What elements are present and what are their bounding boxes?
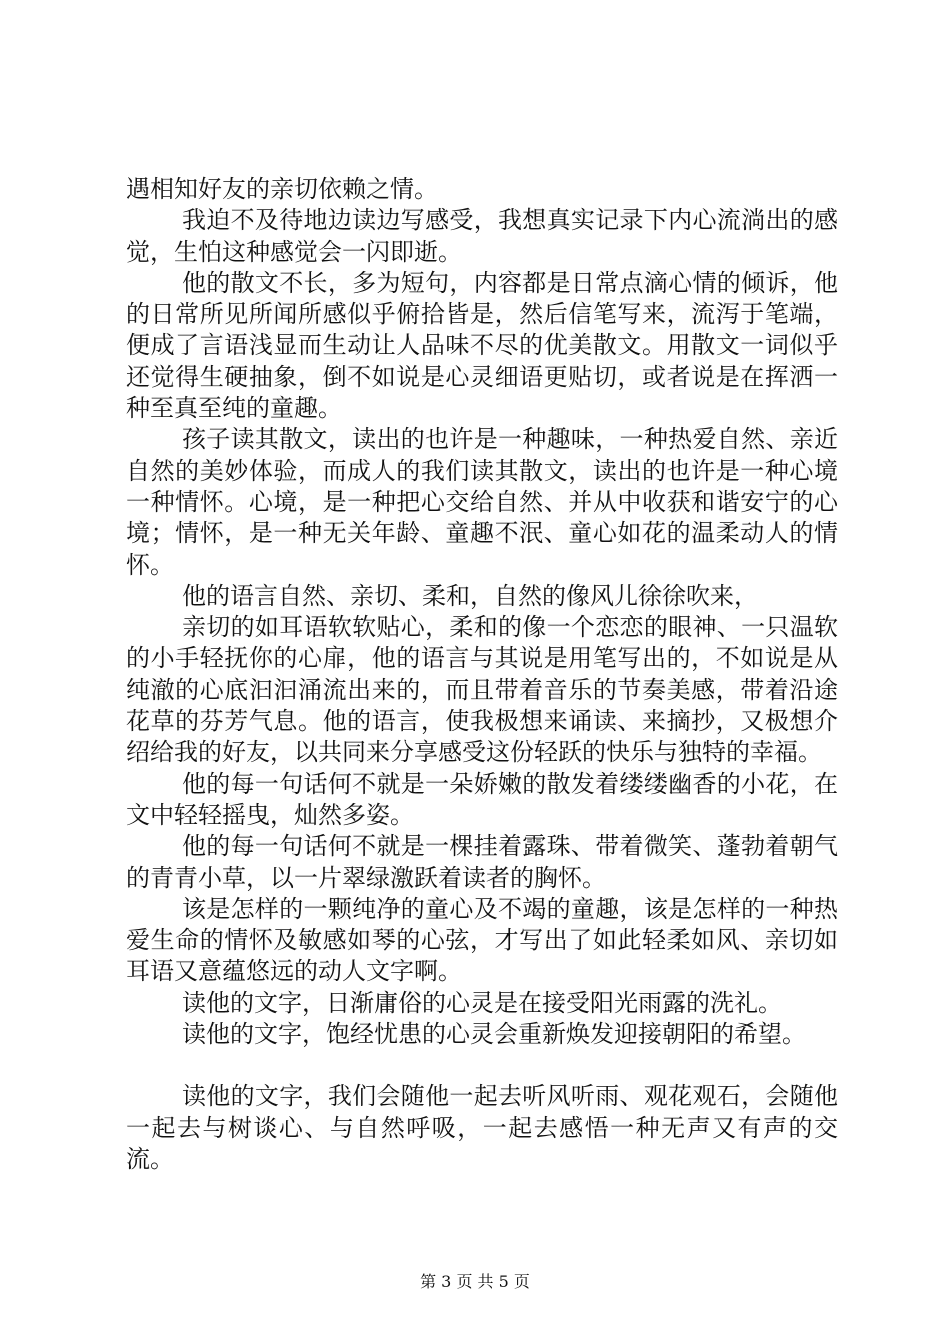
- paragraph-6: 亲切的如耳语软软贴心，柔和的像一个恋恋的眼神、一只温软的小手轻抚你的心扉，他的语言与其说是用笔写出的，不如说是从纯澈的心底汩汩涌流出来的，而且带着音乐的节奏美感，带着沿途花草的芬芳气息。他的语言，使我极想来诵读、来摘抄，又极想介绍给我的好友，以共同来分享感受这份轻跃的快乐与独特的幸福。: [126, 613, 838, 767]
- paragraph-4: 孩子读其散文，读出的也许是一种趣味，一种热爱自然、亲近自然的美妙体验，而成人的我们读其散文，读出的也许是一种心境一种情怀。心境，是一种把心交给自然、并从中收获和谐安宁的心境；情怀，是一种无关年龄、童趣不泯、童心如花的温柔动人的情怀。: [126, 425, 838, 579]
- page-footer: [0, 1272, 950, 1292]
- paragraph-11: 读他的文字，饱经忧患的心灵会重新焕发迎接朝阳的希望。: [182, 1020, 806, 1049]
- document-body: [126, 174, 838, 1175]
- paragraph-12: 读他的文字，我们会随他一起去听风听雨、观花观石，会随他一起去与树谈心、与自然呼吸，一起去感悟一种无声又有声的交流。: [126, 1082, 838, 1173]
- paragraph-3: 他的散文不长，多为短句，内容都是日常点滴心情的倾诉，他的日常所见所闻所感似乎俯拾皆是，然后信笔写来，流泻于笔端，便成了言语浅显而生动让人品味不尽的优美散文。用散文一词似乎还觉得生硬抽象，倒不如说是心灵细语更贴切，或者说是在挥洒一种至真至纯的童趣。: [126, 268, 838, 423]
- paragraph-8: 他的每一句话何不就是一棵挂着露珠、带着微笑、蓬勃着朝气的青青小草，以一片翠绿激跃着读者的胸怀。: [126, 832, 838, 892]
- paragraph-1: 遇相知好友的亲切依赖之情。: [126, 175, 438, 203]
- paragraph-10: 读他的文字，日渐庸俗的心灵是在接受阳光雨露的洗礼。: [182, 988, 782, 1017]
- paragraph-9: 该是怎样的一颗纯净的童心及不竭的童趣，该是怎样的一种热爱生命的情怀及敏感如琴的心弦，才写出了如此轻柔如风、亲切如耳语又意蕴悠远的动人文字啊。: [126, 894, 838, 986]
- paragraph-7: 他的每一句话何不就是一朵娇嫩的散发着缕缕幽香的小花，在文中轻轻摇曳，灿然多姿。: [126, 769, 838, 829]
- paragraph-2: 我迫不及待地边读边写感受，我想真实记录下内心流淌出的感觉，生怕这种感觉会一闪即逝。: [126, 206, 838, 266]
- paragraph-5: 他的语言自然、亲切、柔和，自然的像风儿徐徐吹来，: [182, 581, 758, 610]
- page-number-label: 第 3 页 共 5 页: [420, 1272, 530, 1291]
